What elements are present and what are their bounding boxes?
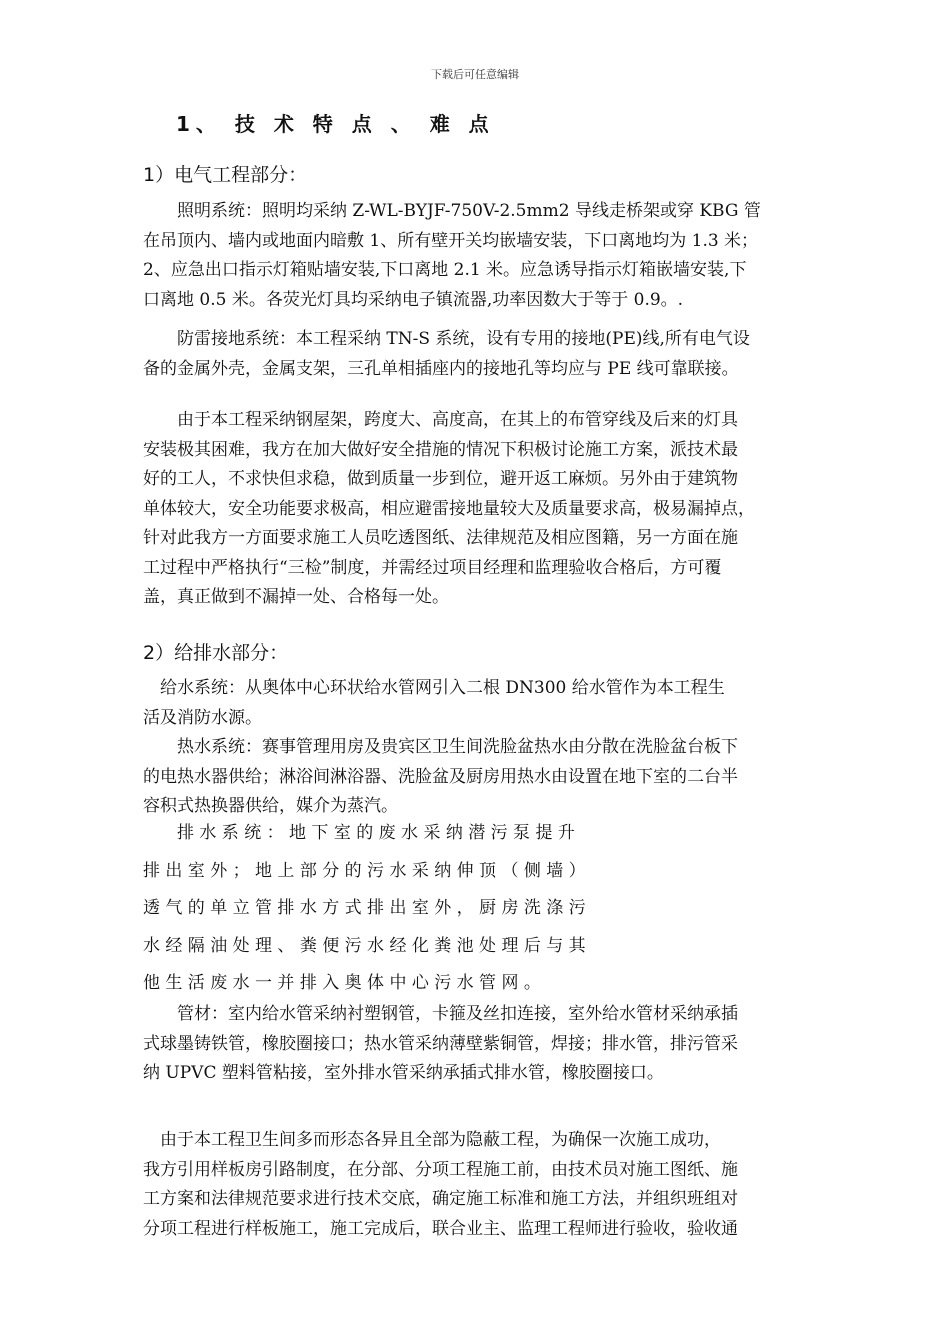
text-line: 工方案和法律规范要求进行技术交底，确定施工标准和施工方法，并组织班组对 xyxy=(143,1189,738,1209)
text-line: 我方引用样板房引路制度，在分部、分项工程施工前，由技术员对施工图纸、施 xyxy=(143,1159,738,1180)
paragraph-drainage xyxy=(143,815,803,1003)
section-heading-main: 1、 技 术 特 点 、 难 点 xyxy=(176,112,495,136)
text-line: 由于本工程卫生间多而形态各异且全部为隐蔽工程，为确保一次施工成功， xyxy=(143,1130,721,1150)
paragraph-water-supply xyxy=(143,674,819,733)
text-line: 口离地 0.5 米。各荧光灯具均采纳电子镇流器,功率因数大于等于 0.9。. xyxy=(143,289,684,310)
text-line: 由于本工程采纳钢屋架，跨度大、高度高，在其上的布管穿线及后来的灯具 xyxy=(143,410,738,430)
text-line: 分项工程进行样板施工，施工完成后，联合业主、监理工程师进行验收，验收通 xyxy=(143,1218,738,1239)
paragraph-lighting xyxy=(143,197,819,315)
text-line: 2、应急出口指示灯箱贴墙安装,下口离地 2.1 米。应急诱导指示灯箱嵌墙安装,下 xyxy=(143,260,747,280)
paragraph-sample-room xyxy=(143,1126,819,1244)
text-line: 排 出 室 外 ； 地 上 部 分 的 污 水 采 纳 伸 顶 （ 侧 墙 ） xyxy=(143,860,586,881)
text-line: 好的工人，不求快但求稳，做到质量一步到位，避开返工麻烦。另外由于建筑物 xyxy=(143,469,738,489)
text-line: 活及消防水源。 xyxy=(143,707,262,728)
text-line: 在吊顶内、墙内或地面内暗敷 1、所有壁开关均嵌墙安装，下口离地均为 1.3 米； xyxy=(143,230,759,251)
text-line: 管材：室内给水管采纳衬塑钢管，卡箍及丝扣连接，室外给水管材采纳承插 xyxy=(143,1004,738,1024)
section-title-electrical: 1）电气工程部分： xyxy=(143,164,308,186)
text-line: 工过程中严格执行“三检”制度，并需经过项目经理和监理验收合格后，方可覆 xyxy=(143,557,722,578)
text-line: 热水系统：赛事管理用房及贵宾区卫生间洗脸盆热水由分散在洗脸盆台板下 xyxy=(143,737,738,757)
text-line: 透 气 的 单 立 管 排 水 方 式 排 出 室 外 ， 厨 房 洗 涤 污 xyxy=(143,898,586,918)
text-line: 给水系统：从奥体中心环状给水管网引入二根 DN300 给水管作为本工程生 xyxy=(143,678,725,698)
text-line: 的电热水器供给；淋浴间淋浴器、洗脸盆及厨房用热水由设置在地下室的二台半 xyxy=(143,766,738,787)
paragraph-hot-water xyxy=(143,733,819,822)
text-line: 水 经 隔 油 处 理 、 粪 便 污 水 经 化 粪 池 处 理 后 与 其 xyxy=(143,935,586,956)
text-line: 照明系统：照明均采纳 Z-WL-BYJF-750V-2.5mm2 导线走桥架或穿 KBG 管 xyxy=(143,201,761,221)
text-line: 备的金属外壳，金属支架，三孔单相插座内的接地孔等均应与 PE 线可靠联接。 xyxy=(143,358,739,379)
paragraph-steel-roof xyxy=(143,406,819,613)
text-line: 排 水 系 统 ： 地 下 室 的 废 水 采 纳 潜 污 泵 提 升 xyxy=(143,823,575,843)
text-line: 针对此我方一方面要求施工人员吃透图纸、法律规范及相应图籍，另一方面在施 xyxy=(143,528,738,548)
text-line: 纳 UPVC 塑料管粘接，室外排水管采纳承插式排水管，橡胶圈接口。 xyxy=(143,1063,664,1083)
text-line: 盖，真正做到不漏掉一处、合格每一处。 xyxy=(143,587,449,607)
text-line: 防雷接地系统：本工程采纳 TN-S 系统，设有专用的接地(PE)线,所有电气设 xyxy=(143,329,750,349)
paragraph-pipes xyxy=(143,1000,819,1089)
text-line: 安装极其困难，我方在加大做好安全措施的情况下积极讨论施工方案，派技术最 xyxy=(143,439,738,460)
text-line: 式球墨铸铁管，橡胶圈接口；热水管采纳薄壁紫铜管，焊接；排水管，排污管采 xyxy=(143,1033,738,1054)
text-line: 他 生 活 废 水 一 并 排 入 奥 体 中 心 污 水 管 网 。 xyxy=(143,973,541,993)
text-line: 单体较大，安全功能要求极高，相应避雷接地量较大及质量要求高，极易漏掉点， xyxy=(143,498,755,519)
text-line: 容积式热换器供给，媒介为蒸汽。 xyxy=(143,796,398,816)
section-title-plumbing: 2）给排水部分： xyxy=(143,642,289,664)
header-note: 下载后可任意编辑 xyxy=(431,68,519,81)
paragraph-grounding xyxy=(143,325,819,384)
